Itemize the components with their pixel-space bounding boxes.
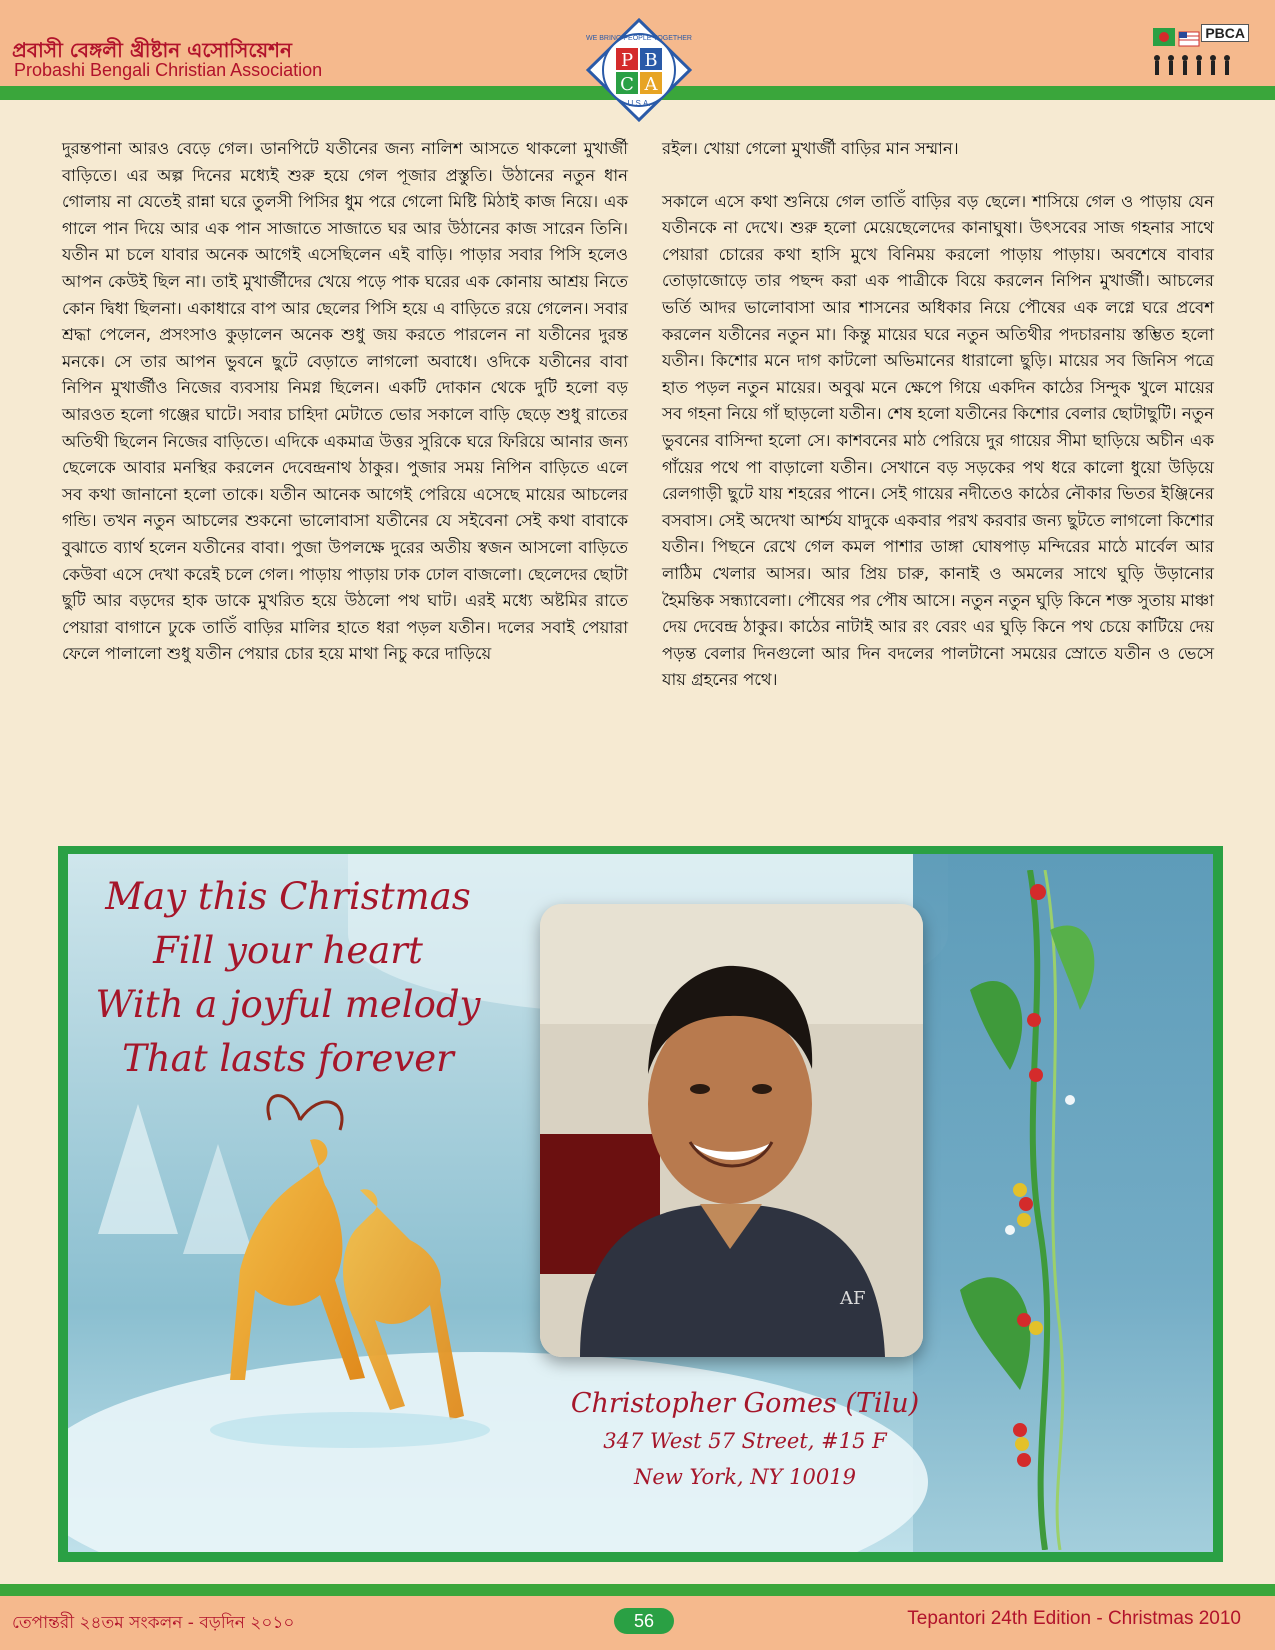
sender-name: Christopher Gomes (Tilu) <box>570 1388 920 1419</box>
pbca-marchers-emblem <box>1143 18 1255 90</box>
greeting-line-3: With a joyful melody <box>95 983 481 1026</box>
reindeer-illustration <box>150 1080 490 1460</box>
shirt-logo: AF <box>840 1288 866 1309</box>
logo-country: U.S.A. <box>627 99 651 108</box>
org-name-english: Probashi Bengali Christian Association <box>14 60 323 80</box>
portrait-photo <box>540 904 923 1357</box>
page-number: 56 <box>614 1608 674 1634</box>
article-right-column <box>662 136 1214 694</box>
right-paragraph-2: সকালে এসে কথা শুনিয়ে গেল তাতিঁ বাড়ির বড় ছেলে। শাসিয়ে গেল ও পাড়ায় যেন যতীনকে না দেখে। শুরু হলো মেয়েছেলেদের কানাঘুষা। উৎসবের সাজ গহনার সাথে পেয়ারা চোরের কথা হাসি মুখে বিনিময় করলো পাড়ায় পাড়ায়। অবশেষে বাবার তোড়াজোড়ে তার পছন্দ করা এক পাত্রীকে বিয়ে করলেন নিপিন মুখার্জী। আচলের ভর্তি আদর ভালোবাসা আর শাসনের অধিকার নিয়ে পৌষের এক লগ্নে ঘরে প্রবেশ করলেন যতীনের নতুন মা। কিন্তু মায়ের ঘরে নতুন অতিথীর পদচারনায় স্তম্ভিত হলো যতীন। কিশোর মনে দাগ কাটলো অভিমানের ধারালো ছুড়ি। মায়ের সব জিনিস পত্রে হাত পড়ল নতুন মায়ের। অবুঝ মনে ক্ষেপে গিয়ে একদিন কাঠের সিন্দুক খুলে মায়ের সব গহনা নিয়ে গাঁ ছাড়লো যতীন। শেষ হলো যতীনের কিশোর বেলার ছোটাছুটি। নতুন ভুবনের বাসিন্দা হলো সে। কাশবনের মাঠ পেরিয়ে দুর গায়ের সীমা ছাড়িয়ে অচীন এক গাঁয়ের পথে পা বাড়ালো যতীন। সেখানে বড় সড়কের পথ ধরে কালো ধুয়ো উড়িয়ে রেলগাড়ী ছুটে যায় শহরের পানে। সেই গায়ের নদীতেও কাঠের নৌকার ভিতর ইঞ্জিনের বসবাস। সেই অদেখা আর্শ্চয যাদুকে একবার পরখ করবার জন্য ছুটতে লাগলো কিশোর যতীন। পিছনে রেখে গেল কমল পাশার ডাঙ্গা ঘোষপাড় মন্দিরের মাঠে মার্বেল আর লাঠিম খেলার আসর। আর প্রিয় চারু, কানাই ও অমলের সাথে ঘুড়ি উড়ানোর হৈমন্তিক সন্ধ্যাবেলা। পৌষের পর পৌষ আসে। নতুন নতুন ঘুড়ি কিনে শক্ত সুতায় মাঞ্চা দেয় দেবেন্দ্র ঠাকুর। কাঠের নাটাই আর রং বেরং এর ঘুড়ি কিনে পথ চেয়ে কাটিয়ে দেয় পড়ন্ত বেলার দিনগুলো আর দিন বদলের পালটানো সময়ের স্রোতে যতীন ও ভেসে যায় গ্রহনের পথে। <box>662 191 1214 690</box>
right-paragraph-1: রইল। খোয়া গেলো মুখার্জী বাড়ির মান সম্মান। <box>662 139 959 158</box>
holly-vine-decoration <box>950 870 1120 1550</box>
pbca-tag: PBCA <box>1201 24 1249 42</box>
logo-ring-text: WE BRING PEOPLE TOGETHER <box>586 35 692 42</box>
greeting-line-4: That lasts forever <box>122 1037 454 1080</box>
footer-edition-english: Tepantori 24th Edition - Christmas 2010 <box>907 1608 1241 1629</box>
pbca-logo <box>586 18 692 122</box>
org-name-bengali: প্রবাসী বেঙ্গলী খ্রীষ্টান এসোসিয়েশন <box>12 38 292 62</box>
logo-letter-b: B <box>644 50 658 71</box>
greeting-line-1: May this Christmas <box>105 875 471 918</box>
footer-edition-bengali: তেপান্তরী ২৪তম সংকলন - বড়দিন ২০১০ <box>12 1613 295 1633</box>
sender-address-line-1: 347 West 57 Street, #15 F <box>603 1429 887 1453</box>
sender-address-line-2: New York, NY 10019 <box>634 1465 856 1489</box>
portrait-image <box>540 904 923 1357</box>
logo-letter-c: C <box>620 74 634 95</box>
page-footer <box>0 1596 1275 1650</box>
article-left-column <box>62 136 628 668</box>
greeting-verse <box>78 870 498 1086</box>
logo-letter-p: P <box>620 50 634 71</box>
greeting-line-2: Fill your heart <box>153 929 423 972</box>
sender-block <box>560 1385 930 1495</box>
left-paragraph: দুরন্তপানা আরও বেড়ে গেল। ডানপিটে যতীনের জন্য নালিশ আসতে থাকলো মুখার্জী বাড়িতে। এর অল্প দিনের মধ্যেই শুরু হয়ে গেল পূজার প্রস্তুতি। উঠানের নতুন ধান গোলায় না যেতেই রান্না ঘরে তুলসী পিসির ধুম পরে গেলো মিষ্টি মিঠাই কাজ নিয়ে। এক গালে পান দিয়ে আর এক পান সাজাতে সাজাতে ঘর আর উঠানের কাজ সারেন তিনি। যতীন মা চলে যাবার অনেক আগেই এসেছিলেন এই বাড়ি। পাড়ার সবার পিসি হলেও আপন কেউই ছিল না। তাই মুখার্জীদের খেয়ে পড়ে পাক ঘরের এক কোনায় আশ্রয় নিতে কোন দ্বিধা ছিলনা। একাধারে বাপ আর ছেলের পিসি হয়ে এ বাড়িতে রয়ে গেলেন। সবার শ্রদ্ধা পেলেন, প্রসংসাও কুড়ালেন অনেক শুধু জয় করতে পারলেন না যতীনের দুরন্ত মনকে। সে তার আপন ভুবনে ছুটে বেড়াতে লাগলো অবাধে। ওদিকে যতীনের বাবা নিপিন মুখার্জীও নিজের ব্যবসায় নিমগ্ন ছিলেন। একটি দোকান থেকে দুটি হলো বড় আরওত হলো গঞ্জের ঘাটে। সবার চাহিদা মেটাতে ভোর সকালে বাড়ি ছেড়ে শুধু রাতের অতিথী ছিলেন নিজের বাড়িতে। এদিকে একমাত্র উত্তর সুরিকে ঘরে ফিরিয়ে আনার জন্য ছেলেকে আবার মনস্থির করলেন দেবেন্দ্রনাথ ঠাকুর। পুজার সময় নিপিন বাড়িতে এলে সব কথা জানানো হলো তাকে। যতীন আনেক আগেই পেরিয়ে এসেছে মায়ের আচলের গন্ডি। তখন নতুন আচলের শুকনো ভালোবাসা যতীনের যে সইবেনা সেই কথা বাবাকে বুঝাতে ব্যার্থ হলেন যতীনের বাবা। পুজা উপলক্ষে দুরের অতীয় স্বজন আসলো বাড়িতে কেউবা এসে দেখা করেই চলে গেল। পাড়ায় পাড়ায় ঢাক ঢোল বাজলো। ছেলেদের ছোটা ছুটি আর বড়দের হাক ডাকে মুখরিত হয়ে উঠলো পথ ঘাট। এরই মধ্যে অষ্টমির রাতে পেয়ারা বাগানে ঢুকে তাতিঁ বাড়ির মালির হাতে ধরা পড়ল যতীন। দলের সবাই পেয়ারা ফেলে পালালো শুধু যতীন পেয়ার চোর হয়ে মাথা নিচু করে দাড়িয়ে <box>62 139 628 664</box>
logo-letter-a: A <box>644 74 658 95</box>
footer-divider <box>0 1584 1275 1596</box>
